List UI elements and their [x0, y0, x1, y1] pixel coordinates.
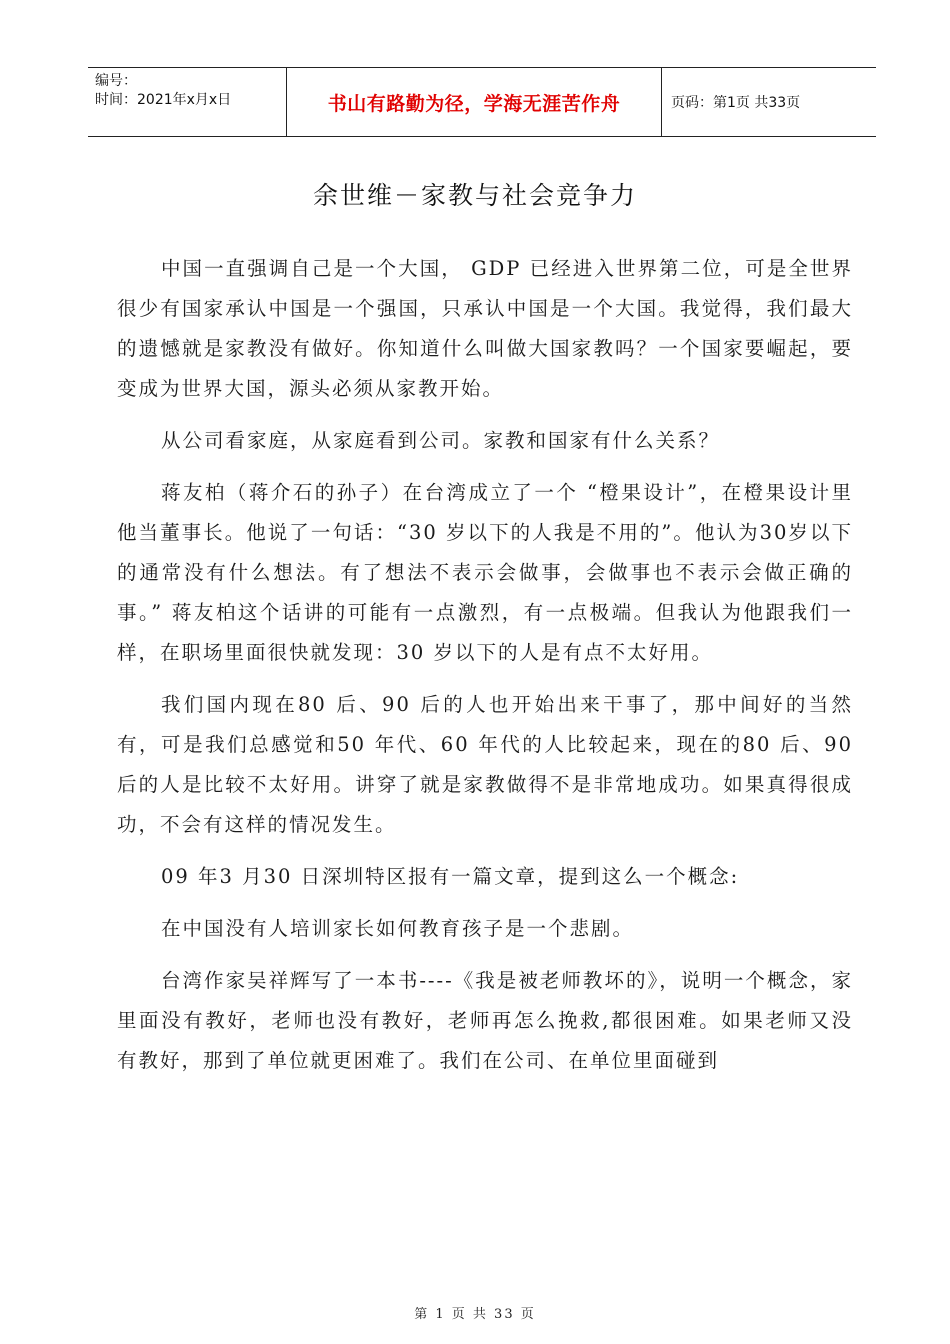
paragraph: 09 年3 月30 日深圳特区报有一篇文章，提到这么一个概念:: [161, 865, 740, 888]
document-body: [117, 249, 853, 1093]
time-label: 时间：2021年x月x日: [95, 92, 232, 108]
number-label: 编号：: [95, 73, 137, 89]
paragraph: 台湾作家吴祥辉写了一本书----《我是被老师教坏的》，说明一个概念，家里面没有教好，老师也没有教好，老师再怎么挽救,都很困难。如果老师又没有教好，那到了单位就更困难了。我们在公司、在单位里面碰到: [117, 969, 853, 1072]
paragraph: 我们国内现在80 后、90 后的人也开始出来干事了，那中间好的当然有，可是我们总感觉和50 年代、60 年代的人比较起来，现在的80 后、90 后的人是比较不太好用。讲穿了就是家教做得不是非常地成功。如果真得很成功，不会有这样的情况发生。: [117, 693, 853, 836]
motto-text: 书山有路勤为径，学海无涯苦作舟: [327, 92, 621, 115]
page-info: 页码：第1页 共33页: [671, 95, 801, 111]
page-footer: 第 1 页 共 33 页: [414, 1307, 536, 1322]
paragraph: 在中国没有人培训家长如何教育孩子是一个悲剧。: [161, 917, 635, 940]
header-motto-cell: [287, 68, 662, 136]
paragraph: 蒋友柏（蒋介石的孙子）在台湾成立了一个 “橙果设计”，在橙果设计里他当董事长。他说了一句话：“30 岁以下的人我是不用的”。他认为30岁以下的通常没有什么想法。有了想法不表示会做事，会做事也不表示会做正确的事。” 蒋友柏这个话讲的可能有一点激烈，有一点极端。但我认为他跟我们一样，在职场里面很快就发现：30 岁以下的人是有点不太好用。: [117, 481, 853, 664]
paragraph: 从公司看家庭，从家庭看到公司。家教和国家有什么关系？: [161, 429, 721, 452]
document-title: 余世维－家教与社会竞争力: [312, 181, 637, 210]
page-header: [88, 67, 876, 137]
header-page-cell: [662, 68, 876, 136]
paragraph: 中国一直强调自己是一个大国， GDP 已经进入世界第二位，可是全世界很少有国家承认中国是一个强国，只承认中国是一个大国。我觉得，我们最大的遗憾就是家教没有做好。你知道什么叫做大国家教吗？一个国家要崛起，要变成为世界大国，源头必须从家教开始。: [117, 257, 853, 400]
header-meta-cell: [88, 68, 287, 136]
